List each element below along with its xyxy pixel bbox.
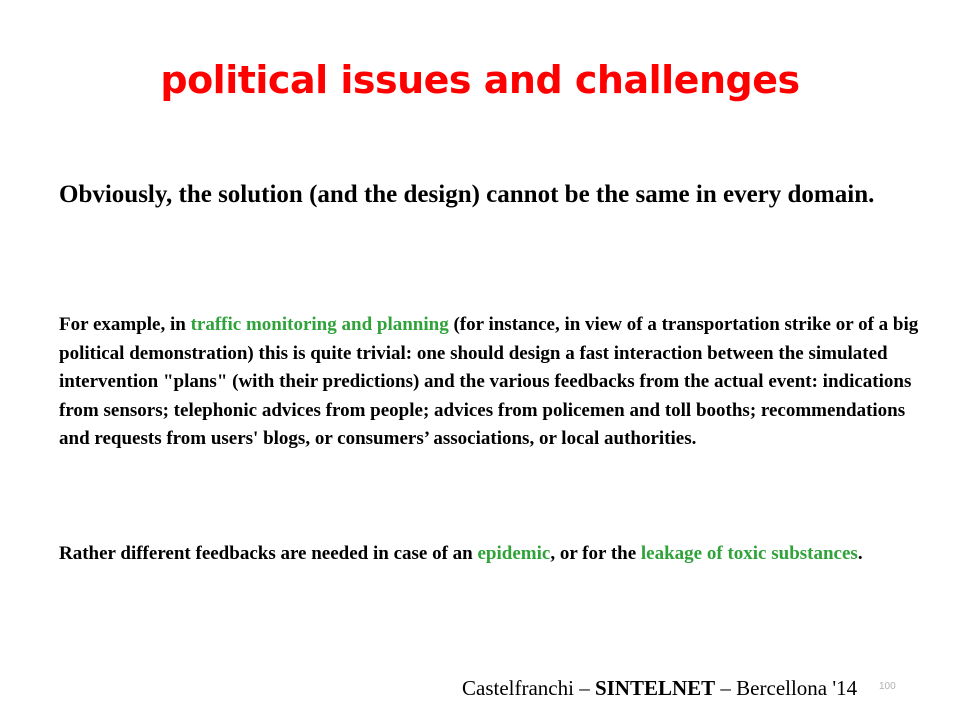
- toxic-leakage-highlight: leakage of toxic substances: [640, 543, 858, 564]
- feedbacks-paragraph: [59, 540, 919, 569]
- feedbacks-end-text: .: [857, 543, 863, 564]
- traffic-monitoring-highlight: traffic monitoring and planning: [190, 314, 449, 335]
- lead-statement: Obviously, the solution (and the design) cannot be the same in every domain.: [59, 181, 875, 208]
- page-number: 100: [879, 681, 896, 692]
- example-body-text: (for instance, in view of a transportation strike or of a big political demonstration) this is quite trivial: one should design a fast interaction between the simulated intervention "plans" (with their predictions) and the various feedbacks from the actual event: indications from sensors; telephonic advices from people; advices from policemen and toll booths; recommendations and requests from users' blogs, or consumers’ associations, or local authorities.: [59, 314, 919, 450]
- example-paragraph: [59, 311, 919, 454]
- epidemic-highlight: epidemic: [477, 543, 551, 564]
- slide-footer: [462, 676, 857, 701]
- feedbacks-intro-text: Rather different feedbacks are needed in case of an: [59, 543, 478, 564]
- footer-venue: – Bercellona '14: [715, 676, 858, 700]
- footer-author: Castelfranchi –: [462, 676, 595, 700]
- example-intro-text: For example, in: [59, 314, 191, 335]
- feedbacks-middle-text: , or for the: [550, 543, 641, 564]
- footer-project: SINTELNET: [594, 676, 716, 700]
- slide-title: political issues and challenges: [160, 58, 800, 102]
